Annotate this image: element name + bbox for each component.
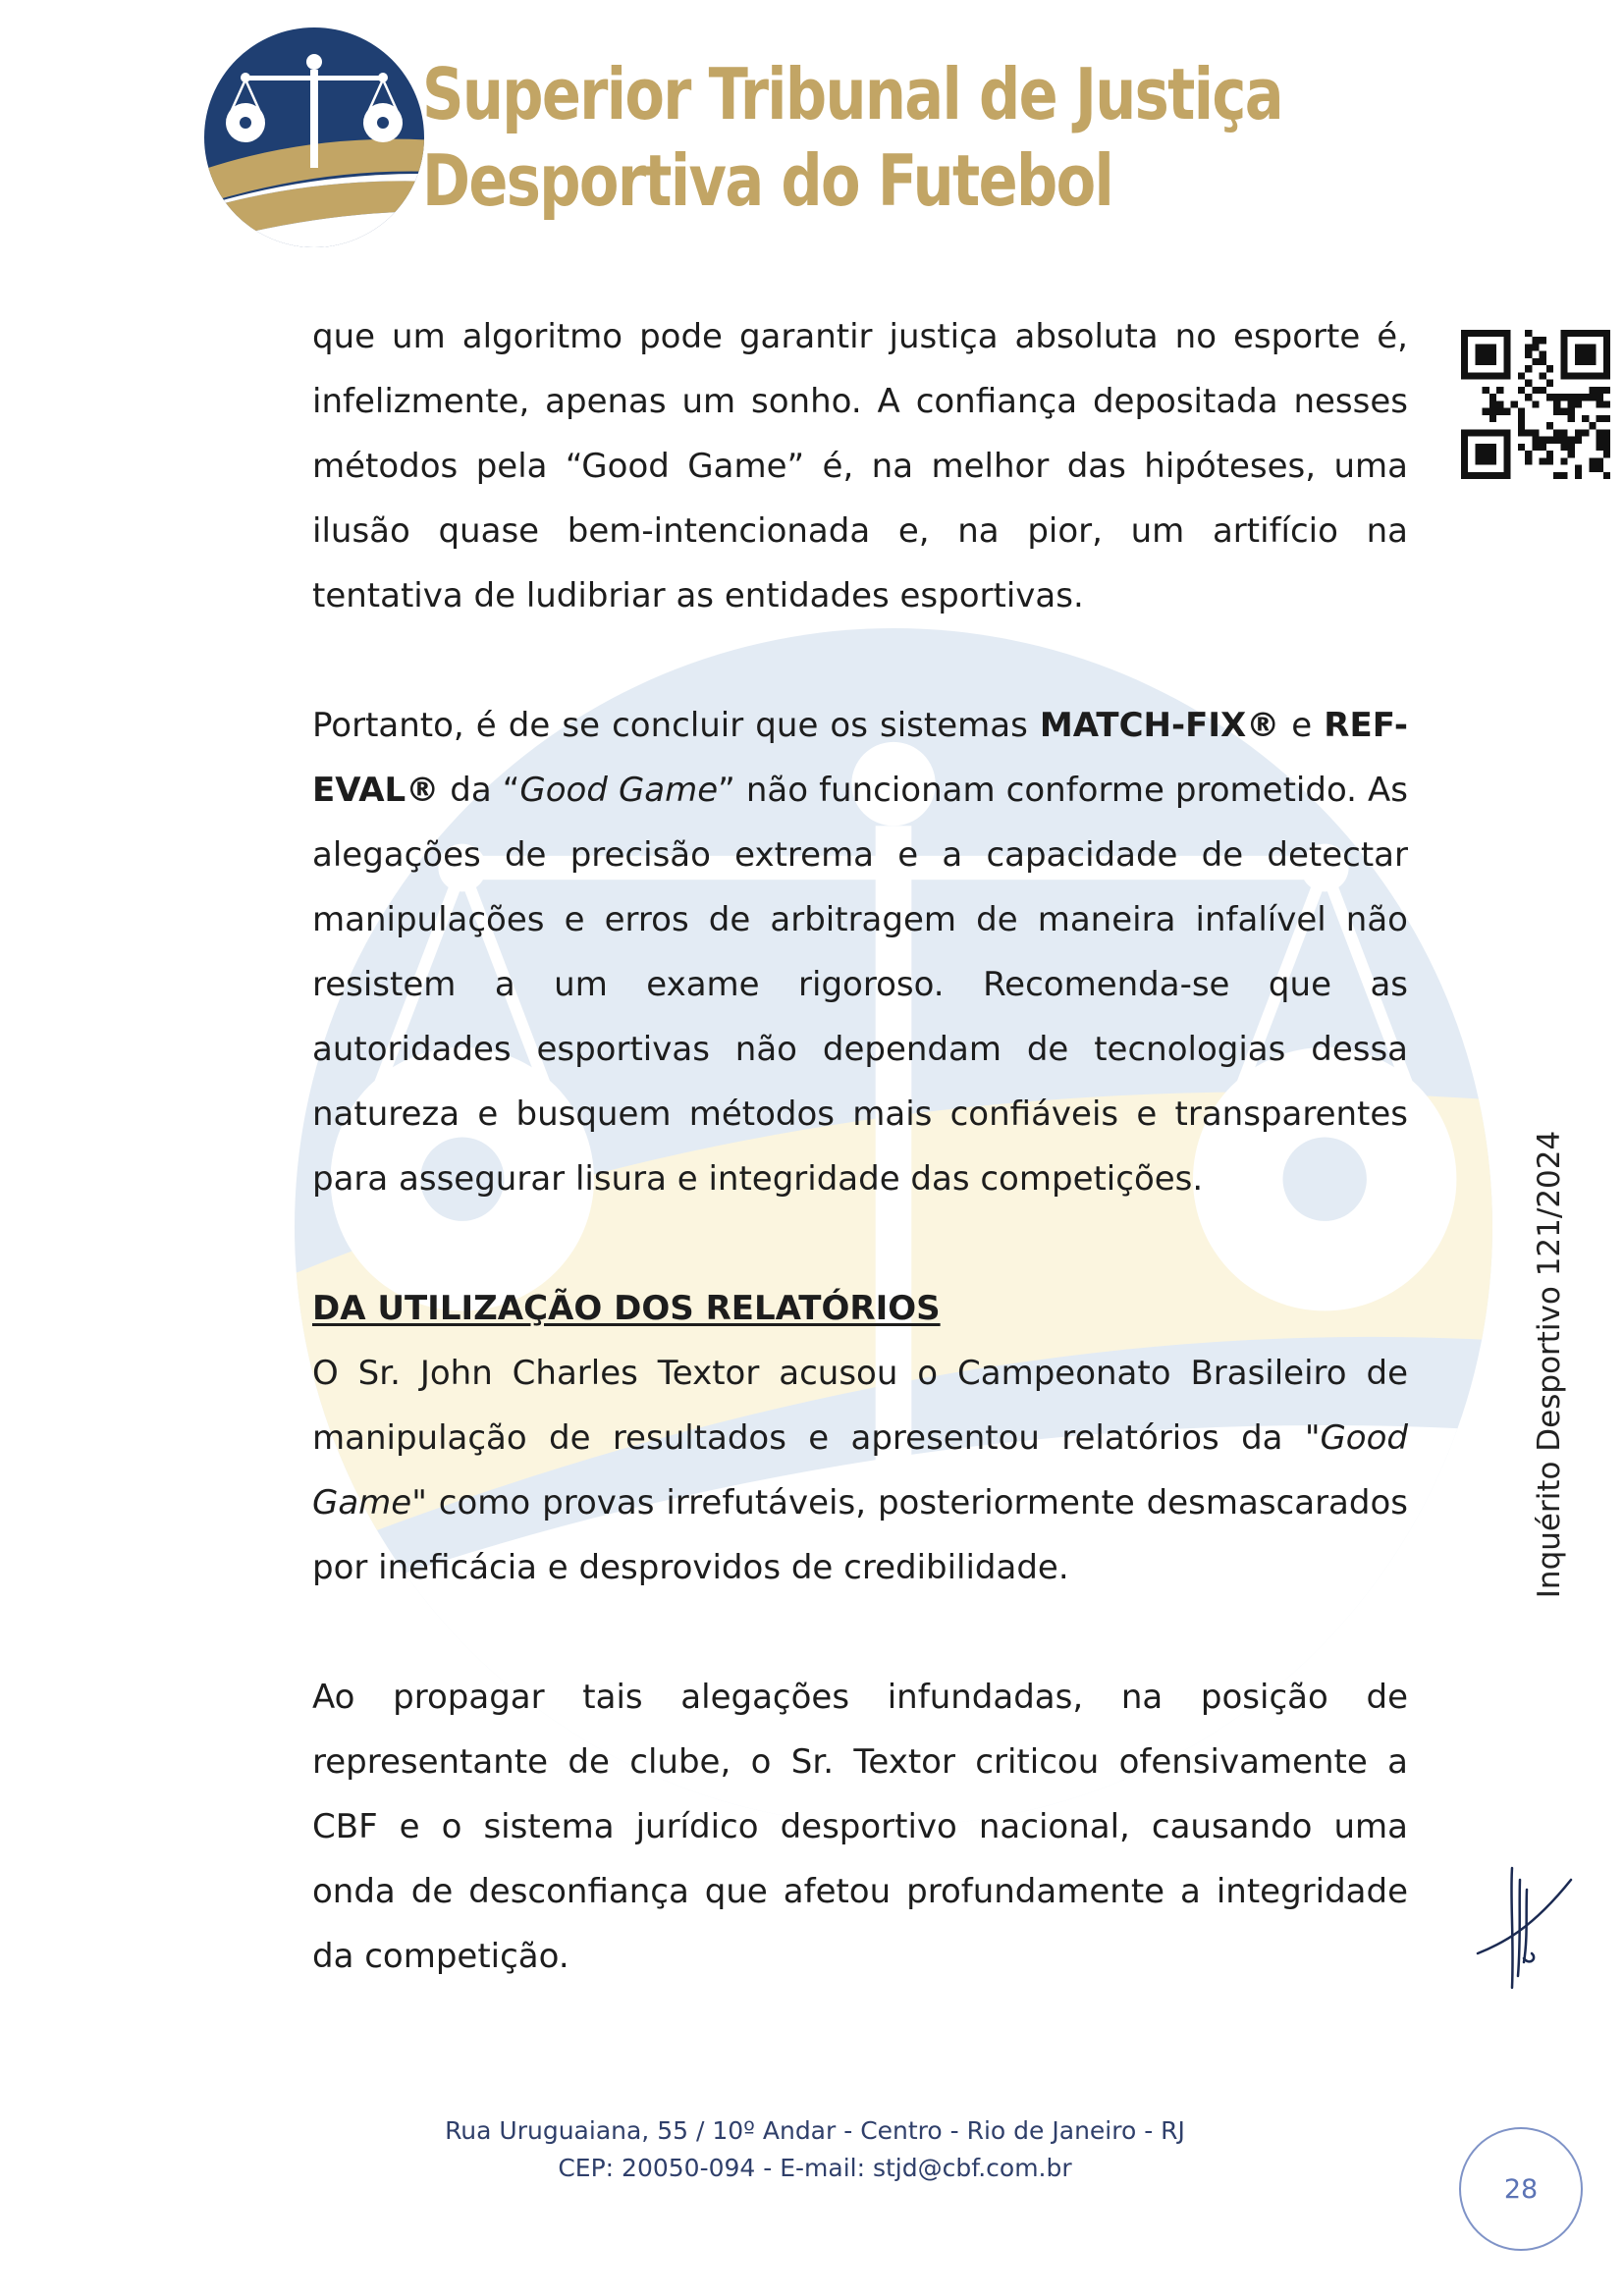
- inquiry-reference: Inquérito Desportivo 121/2024: [1532, 1130, 1567, 1599]
- qr-code-icon: [1461, 330, 1610, 479]
- page-number: 28: [1459, 2127, 1583, 2251]
- footer: [295, 2112, 1335, 2187]
- system-name: REF-EVAL®: [312, 706, 1408, 810]
- section-heading: DA UTILIZAÇÃO DOS RELATÓRIOS: [312, 1289, 941, 1328]
- court-title-line1: Superior Tribunal de Justiça: [422, 53, 1282, 135]
- system-name: MATCH-FIX®: [1039, 706, 1280, 745]
- signature: [1473, 1860, 1586, 1998]
- footer-address: Rua Uruguaiana, 55 / 10º Andar - Centro - Rio de Janeiro - RJ: [445, 2116, 1185, 2145]
- footer-contact: CEP: 20050-094 - E-mail: stjd@cbf.com.br: [558, 2154, 1072, 2182]
- court-title: [422, 51, 1282, 224]
- company-name: Good Game: [312, 1418, 1408, 1522]
- document-body: [312, 304, 1408, 1989]
- paragraph: Ao propagar tais alegações infundadas, na posição de representante de clube, o Sr. Textor criticou ofensivamente a CBF e o sistema jurídico desportivo nacional, causando uma onda de desconfiança que afetou profundamente a integridade da competição.: [312, 1678, 1408, 1976]
- paragraph: Portanto, é de se concluir que os sistemas MATCH-FIX® e REF-EVAL® da “Good Game” não funcionam conforme prometido. As alegações de precisão extrema e a capacidade de detectar manipulações e erros de arbitragem de maneira infalível não resistem a um exame rigoroso. Recomenda-se que as autoridades esportivas não dependam de tecnologias dessa natureza e busquem métodos mais confiáveis e transparentes para assegurar lisura e integridade das competições.: [312, 706, 1408, 1199]
- company-name: Good Game: [519, 771, 719, 810]
- court-title-line2: Desportiva do Futebol: [422, 139, 1113, 222]
- paragraph: que um algoritmo pode garantir justiça absoluta no esporte é, infelizmente, apenas um sonho. A confiança depositada nesses métodos pela “Good Game” é, na melhor das hipóteses, uma ilusão quase bem-intencionada e, na pior, um artifício na tentativa de ludibriar as entidades esportivas.: [312, 317, 1408, 615]
- paragraph: O Sr. John Charles Textor acusou o Campeonato Brasileiro de manipulação de resultados e apresentou relatórios da "Good Game" como provas irrefutáveis, posteriormente desmascarados por ineficácia e desprovidos de credibilidade.: [312, 1354, 1408, 1587]
- stjd-logo: [201, 25, 427, 250]
